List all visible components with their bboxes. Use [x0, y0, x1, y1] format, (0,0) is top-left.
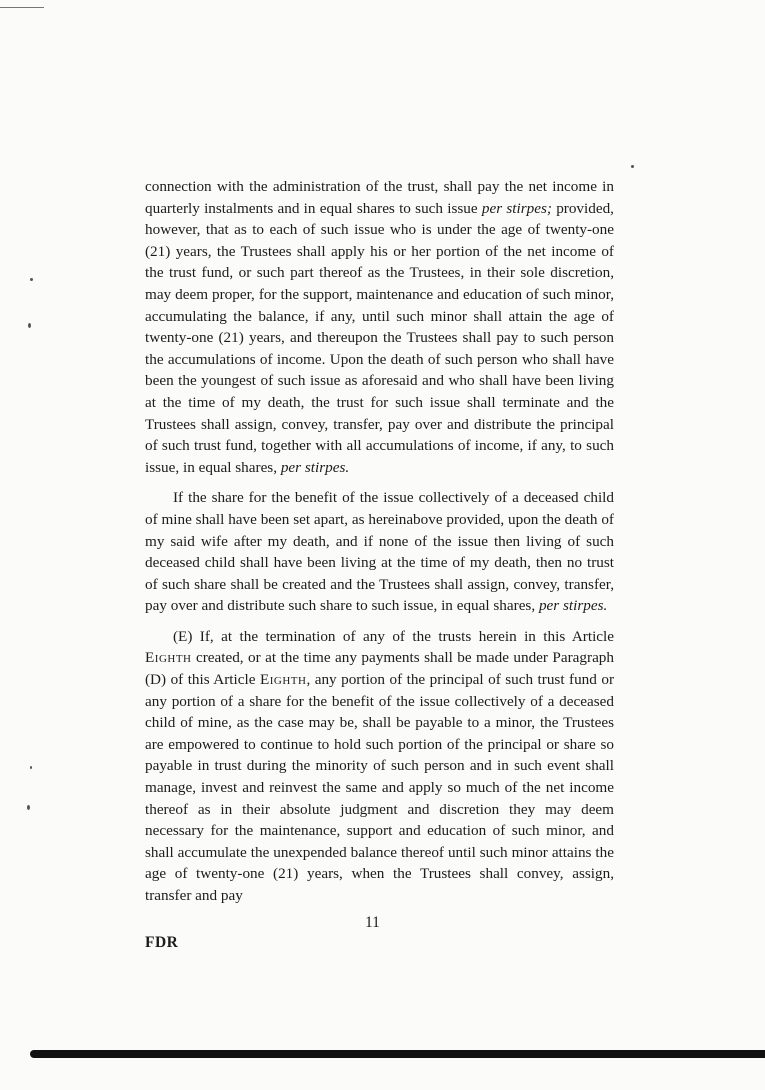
paragraph-continuation: connection with the administration of the trust, shall pay the net income in quarterly instalments and in equal shares to such issue per stirpes; provided, however, that as to each of such issue who is under the age of twenty-one (21) years, the Trustees shall apply his or her portion of the net income of the trust fund, or such part thereof as the Trustees, in their sole discretion, may deem proper, for the support, maintenance and education of such minor, accumulating the balance, if any, until such minor shall attain the age of twenty-one (21) years, and thereupon the Trustees shall pay to such person the accumulations of income. Upon the death of such person who shall have been the youngest of such issue as aforesaid and who shall have been living at the time of my death, the trust for such issue shall terminate and the Trustees shall assign, convey, transfer, pay over and distribute the principal of such trust fund, together with all accumulations of income, if any, to such issue, in equal shares, per stirpes.: [145, 178, 614, 476]
document-body: [145, 176, 614, 907]
top-left-rule: [0, 7, 44, 8]
scan-speck: [631, 165, 634, 168]
paragraph-e-minor-provision: (E) If, at the termination of any of the trusts herein in this Article Eighth created, or at the time any payments shall be made under Paragraph (D) of this Article Eighth, any portion of the principal of such trust fund or any portion of a share for the benefit of the issue collectively of a deceased child of mine, as the case may be, shall be payable to a minor, the Trustees are empowered to continue to hold such portion of the principal or share so payable in trust during the minority of such person and in such event shall manage, invest and reinvest the same and apply so much of the net income thereof as in their absolute judgment and discretion they may deem necessary for the maintenance, support and education of such minor, and shall accumulate the unexpended balance thereof until such minor attains the age of twenty-one (21) years, when the Trustees shall convey, assign, transfer and pay: [145, 627, 614, 904]
scan-speck: [30, 278, 33, 281]
signature-initials: FDR: [145, 934, 179, 951]
bottom-scan-bar: [30, 1050, 765, 1058]
paragraph-deceased-child-share: If the share for the benefit of the issue collectively of a deceased child of mine shall have been set apart, as hereinabove provided, upon the death of my said wife after my death, and if none of the issue then living of such deceased child shall have been living at the time of my death, then no trust of such share shall be created and the Trustees shall assign, convey, transfer, pay over and distribute such share to such issue, in equal shares, per stirpes.: [145, 489, 614, 615]
page-number: 11: [365, 914, 380, 931]
scan-speck: [30, 766, 32, 769]
scan-speck: [28, 323, 31, 328]
scan-speck: [27, 805, 30, 810]
